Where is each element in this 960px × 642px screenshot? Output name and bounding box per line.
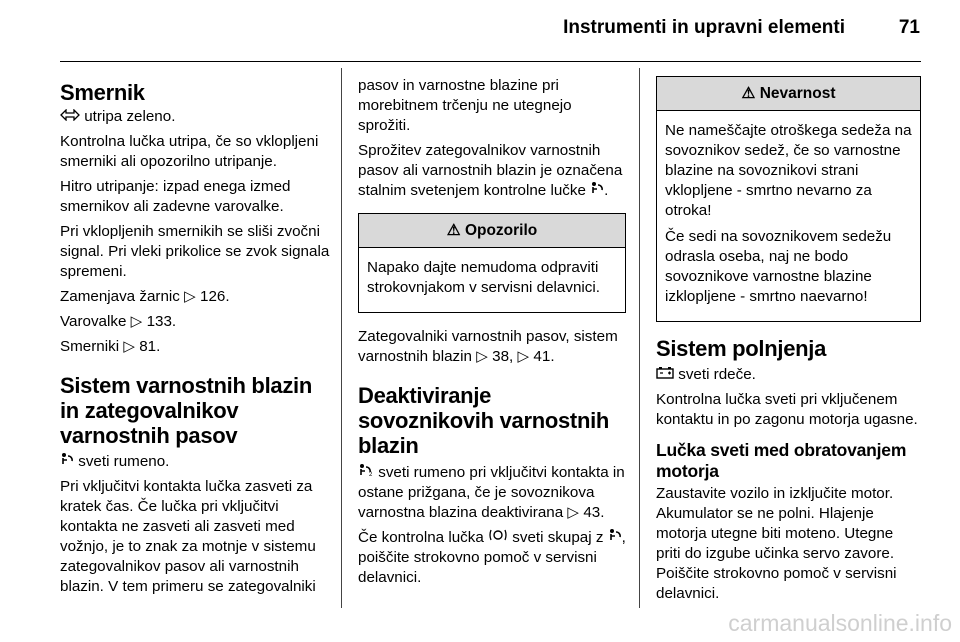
danger-box <box>656 76 921 322</box>
section-title-airbag-system: Sistem varnostnih blazin in zategovalnikov varnostnih pasov <box>60 373 312 449</box>
cross-reference-bulbs: Zamenjava žarnic ▷ 126. <box>60 288 230 306</box>
section-title-turn-signal: Smernik <box>60 80 145 105</box>
page-number: 71 <box>898 17 920 38</box>
danger-box-body: Ne nameščajte otroškega sedeža na sovoznikov sedež, če so varnostne blazine na sovoznikovi strani vklopljene - smrtno nevarno za otroka! Če sedi na sovoznikovem sedežu odrasla oseba, naj ne bodo sovoznikove varnostne blazine izklopljene - smrtno naevarno! <box>665 122 912 305</box>
battery-icon <box>656 365 674 385</box>
airbag-icon <box>60 452 74 472</box>
column-divider-2 <box>639 68 640 608</box>
cross-reference-turn-signals: Smerniki ▷ 81. <box>60 338 161 356</box>
svg-text:2: 2 <box>369 472 373 478</box>
section-title-charging-system: Sistem polnjenja <box>656 336 827 361</box>
paragraph: Sprožitev zategovalnikov varnostnih pasov ali varnostnih blazin je označena stalnim svetenjem kontrolne lučke . <box>358 142 623 200</box>
paragraph: 2 sveti rumeno pri vključitvi kontakta in ostane prižgana, če je sovoznikova varnostna blazina deaktivirana ▷ 43. <box>358 464 625 522</box>
section-title-passenger-airbag-deactivation: Deaktiviranje sovoznikovih varnostnih blazin <box>358 383 610 459</box>
paragraph: utripa zeleno. <box>60 107 332 127</box>
paragraph: sveti rumeno. <box>60 452 332 472</box>
warning-triangle-icon: ⚠ <box>741 85 756 102</box>
paragraph: Če kontrolna lučka sveti skupaj z , poiščite strokovno pomoč v servisni delavnici. <box>358 529 626 587</box>
page-reference-icon: ▷ <box>130 313 143 331</box>
column-divider-1 <box>341 68 342 608</box>
paragraph: pasov in varnostne blazine pri morebitnem trčenju ne utegnejo sprožiti. <box>358 77 572 134</box>
paragraph: Kontrolna lučka utripa, če so vklopljeni smerniki ali opozorilno utripanje. <box>60 133 319 171</box>
page-reference-icon: ▷ <box>123 338 135 356</box>
subsection-title-lamp-during-operation: Lučka sveti med obratovanjem motorja <box>656 440 907 482</box>
paragraph: sveti rdeče. <box>656 365 921 385</box>
power-steering-icon <box>488 528 508 548</box>
watermark: carmanualsonline.info <box>728 610 952 636</box>
column-1 <box>60 68 332 602</box>
paragraph: Pri vključitvi kontakta lučka zasveti za kratek čas. Če lučka pri vključitvi kontakta ne zasveti ali zasveti med vožnjo, je to znak za motnje v sistemu zategovalnikov pasov ali varnostnih blazin. V tem primeru se zategovalniki <box>60 478 316 596</box>
paragraph: Hitro utripanje: izpad enega izmed smernikov ali zadevne varovalke. <box>60 178 291 216</box>
warning-box <box>358 213 626 313</box>
warning-box-body: Napako dajte nemudoma odpraviti strokovnjakom v servisni delavnici. <box>367 259 600 297</box>
page-reference-icon: ▷ <box>567 504 580 522</box>
turn-signal-arrows-icon <box>60 107 80 127</box>
header-divider <box>60 61 921 62</box>
column-3 <box>656 68 921 609</box>
column-2 <box>358 68 626 593</box>
cross-reference-fuses: Varovalke ▷ 133. <box>60 313 177 331</box>
warning-triangle-icon: ⚠ <box>446 222 461 240</box>
cross-reference-airbags: Zategovalniki varnostnih pasov, sistem varnostnih blazin ▷ 38, ▷ 41. <box>358 328 618 366</box>
page-header-title: Instrumenti in upravni elementi <box>563 17 845 38</box>
passenger-airbag-off-icon <box>358 463 374 483</box>
paragraph: Kontrolna lučka sveti pri vključenem kontaktu in po zagonu motorja ugasne. <box>656 391 918 429</box>
danger-box-header: ⚠ Nevarnost <box>657 77 920 111</box>
airbag-icon <box>590 181 604 201</box>
page-reference-icon: ▷ <box>476 348 488 366</box>
warning-box-header: ⚠ Opozorilo <box>359 214 625 248</box>
airbag-icon <box>608 528 622 548</box>
page-reference-icon: ▷ <box>517 348 530 366</box>
paragraph: Zaustavite vozilo in izključite motor. Akumulator se ne polni. Hlajenje motorja utegne biti moteno. Utegne priti do izgube učinka servo zavore. Poiščite strokovno pomoč v servisni delavnici. <box>656 485 897 603</box>
page-reference-icon: ▷ <box>184 288 196 306</box>
paragraph: Pri vklopljenih smernikih se sliši zvočni signal. Pri vleki prikolice se zvok signala spremeni. <box>60 223 330 281</box>
